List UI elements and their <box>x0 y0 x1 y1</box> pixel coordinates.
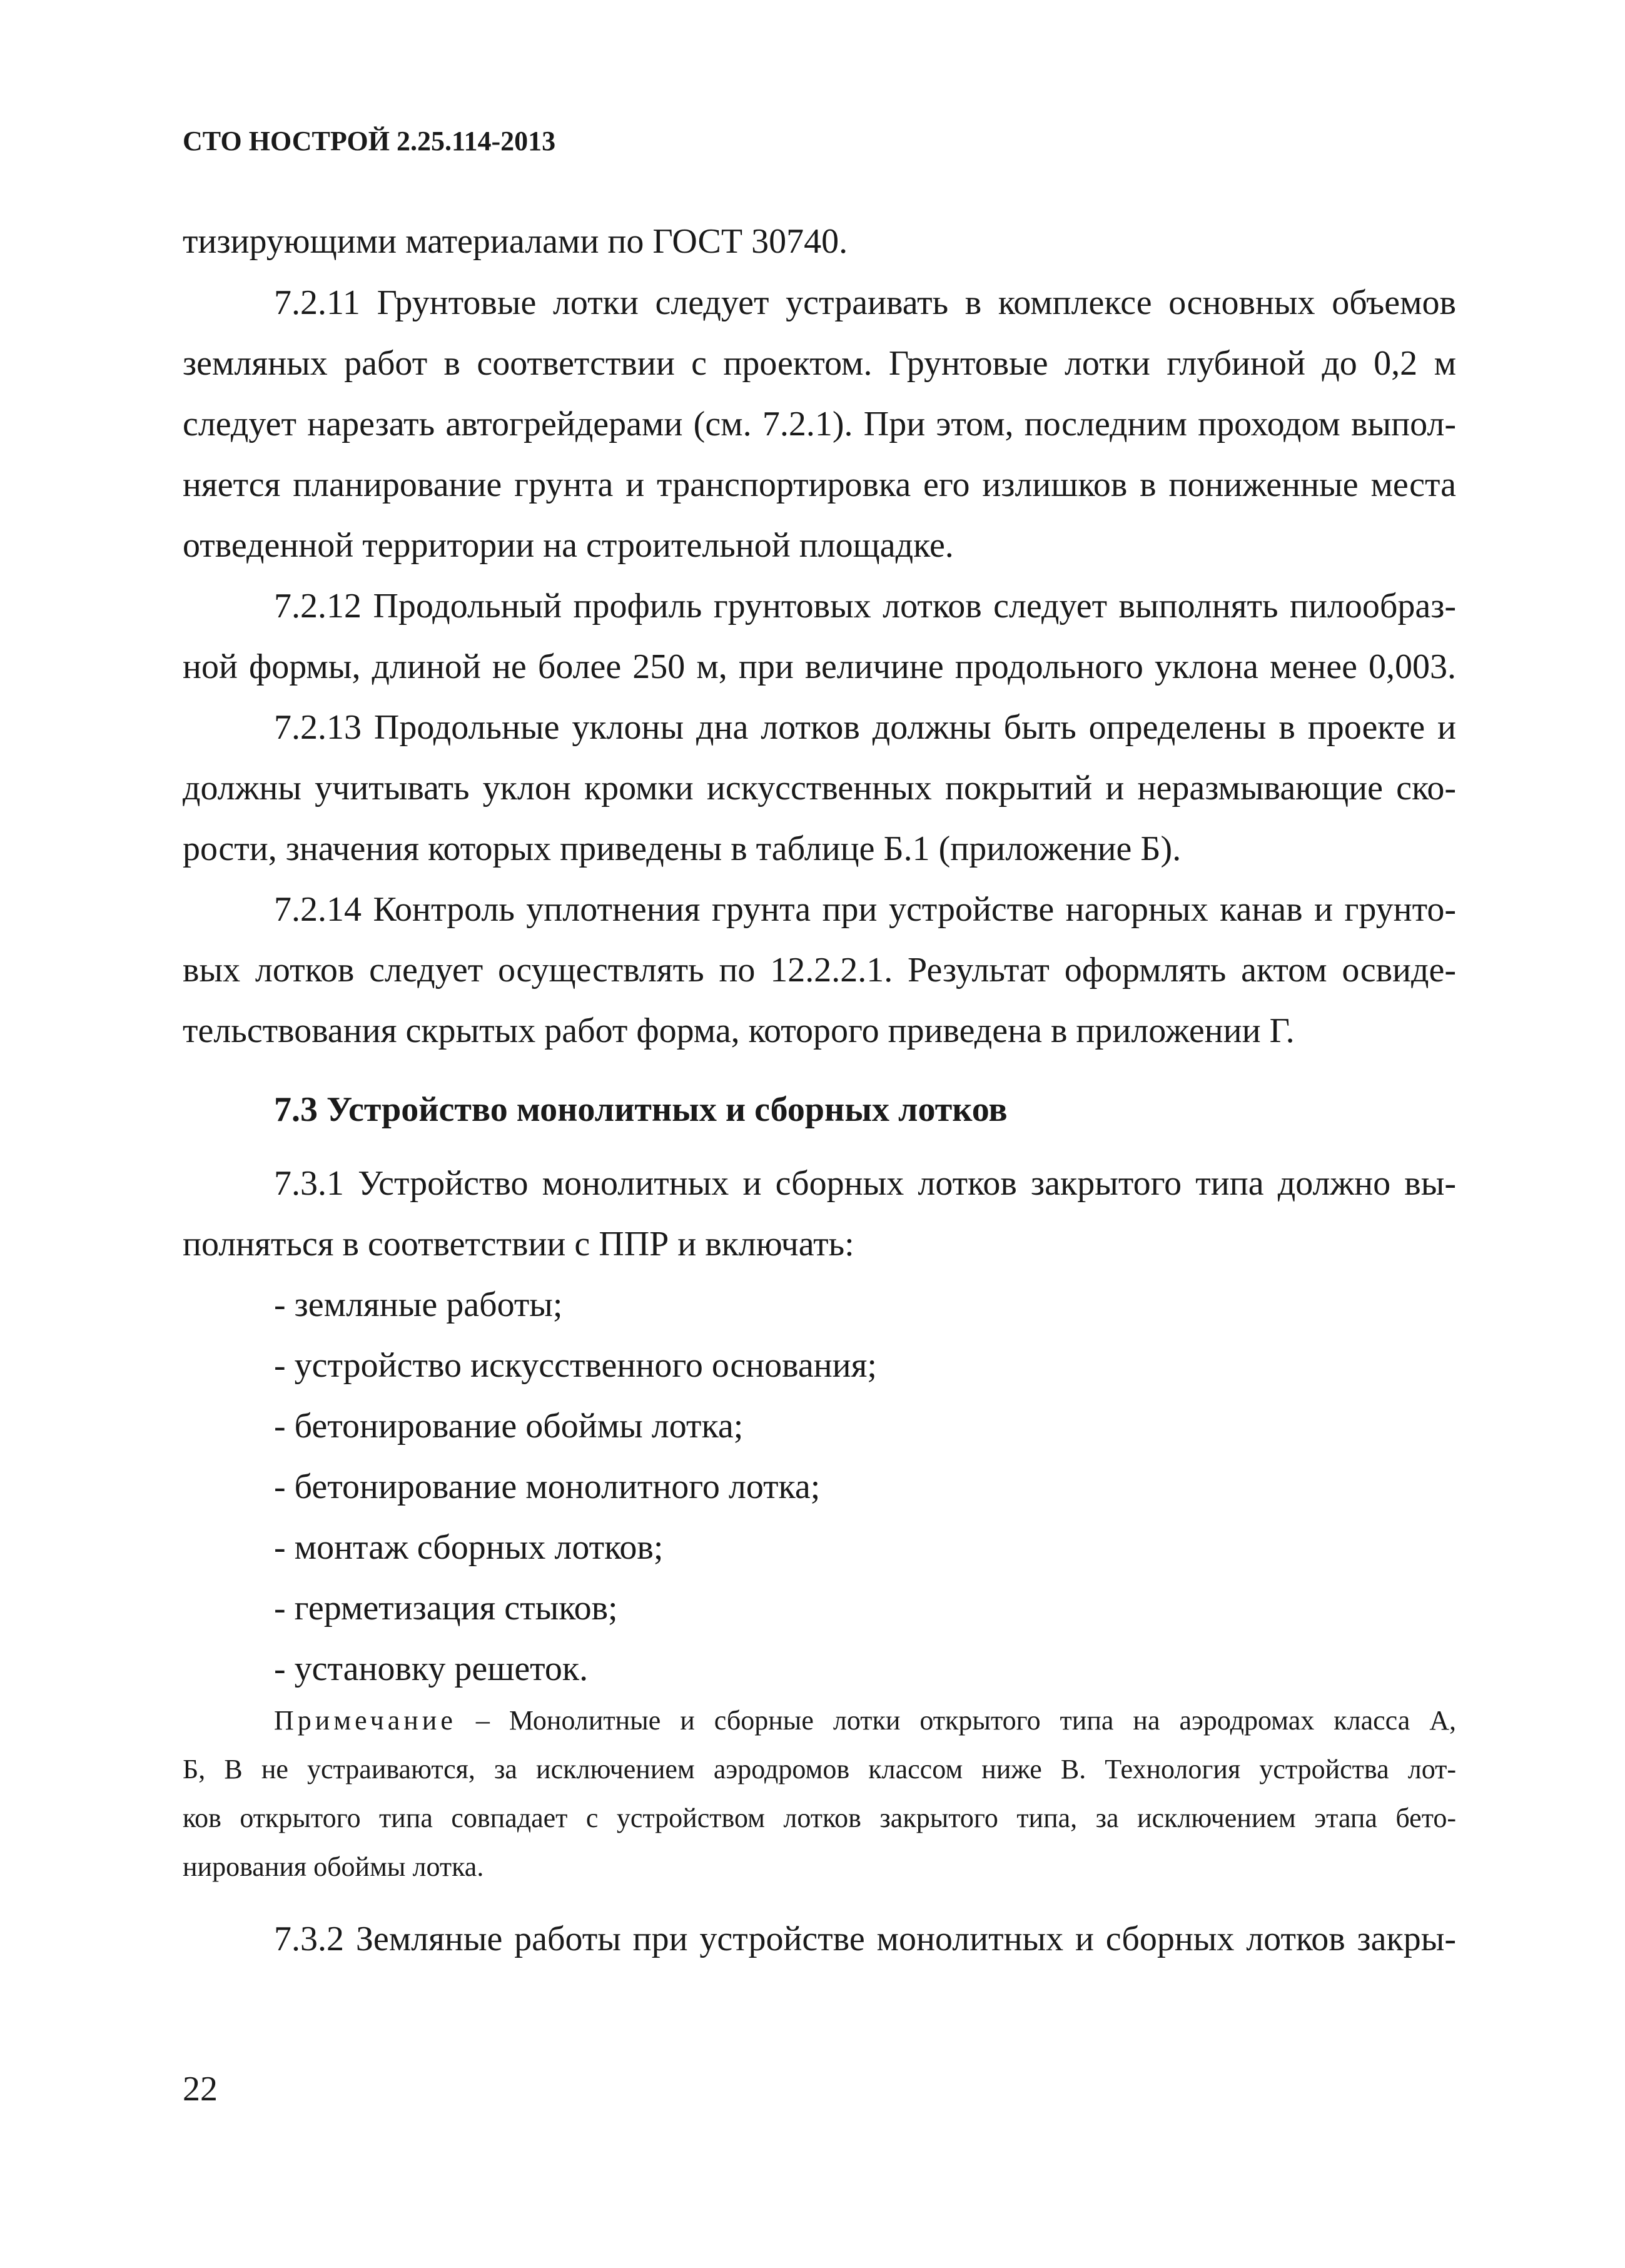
text-line: тизирующими материалами по ГОСТ 30740. <box>183 222 848 261</box>
list-item: - бетонирование монолитного лотка; <box>274 1467 821 1506</box>
text-line: 7.2.12 Продольный профиль грунтовых лотков следует выполнять пилообраз- <box>274 587 1456 625</box>
text-line: 7.2.11 Грунтовые лотки следует устраивать в комплексе основных объемов <box>274 283 1456 322</box>
note-label: Примечание <box>274 1705 457 1736</box>
note-first-line <box>183 1696 1456 1745</box>
text-line: следует нарезать автогрейдерами (см. 7.2.1). При этом, последним проходом выпол- <box>183 405 1456 443</box>
page-number: 22 <box>183 2070 218 2109</box>
note-line: нирования обоймы лотка. <box>183 1851 484 1882</box>
text-line: 7.3.2 Земляные работы при устройстве монолитных и сборных лотков закры- <box>274 1920 1456 1958</box>
paragraph-7-2-12 <box>183 576 1456 697</box>
text-line: ной формы, длиной не более 250 м, при величине продольного уклона менее 0,003. <box>183 647 1456 686</box>
section-heading-7-3: 7.3 Устройство монолитных и сборных лотков <box>274 1090 1008 1129</box>
paragraph-7-2-13 <box>183 697 1456 879</box>
text-line: 7.2.14 Контроль уплотнения грунта при устройстве нагорных канав и грунто- <box>274 890 1456 929</box>
document-header-code: СТО НОСТРОЙ 2.25.114-2013 <box>183 126 556 156</box>
list-item: - бетонирование обоймы лотка; <box>274 1407 744 1445</box>
list-item: - герметизация стыков; <box>274 1589 618 1628</box>
text-line: должны учитывать уклон кромки искусственных покрытий и неразмывающие ско- <box>183 769 1456 807</box>
text-line: 7.3.1 Устройство монолитных и сборных лотков закрытого типа должно вы- <box>274 1164 1456 1203</box>
text-line: отведенной территории на строительной площадке. <box>183 526 954 565</box>
note-block <box>183 1696 1456 1891</box>
text-line: рости, значения которых приведены в таблице Б.1 (приложение Б). <box>183 829 1182 868</box>
continuation-paragraph <box>183 211 1456 272</box>
text-line: земляных работ в соответствии с проектом. Грунтовые лотки глубиной до 0,2 м <box>183 344 1456 383</box>
text-line: тельствования скрытых работ форма, которого приведена в приложении Г. <box>183 1011 1295 1050</box>
list-item: - монтаж сборных лотков; <box>274 1528 664 1567</box>
paragraph-7-3-2 <box>183 1909 1456 1970</box>
text-line: полняться в соответствии с ППР и включать: <box>183 1225 854 1263</box>
note-line: Б, В не устраиваются, за исключением аэродромов классом ниже В. Технология устройства лот- <box>183 1754 1456 1785</box>
text-line: няется планирование грунта и транспортировка его излишков в пониженные места <box>183 465 1456 504</box>
text-line: 7.2.13 Продольные уклоны дна лотков должны быть определены в проекте и <box>274 708 1456 747</box>
list-item: - установку решеток. <box>274 1649 589 1688</box>
paragraph-7-2-14 <box>183 879 1456 1061</box>
list-item: - устройство искусственного основания; <box>274 1346 877 1385</box>
paragraph-7-2-11 <box>183 273 1456 576</box>
list-item: - земляные работы; <box>274 1285 563 1324</box>
note-text: – Монолитные и сборные лотки открытого типа на аэродромах класса А, <box>456 1705 1456 1736</box>
note-line: ков открытого типа совпадает с устройством лотков закрытого типа, за исключением этапа бето- <box>183 1803 1456 1833</box>
paragraph-7-3-1 <box>183 1153 1456 1699</box>
text-line: вых лотков следует осуществлять по 12.2.2.1. Результат оформлять актом освиде- <box>183 951 1456 990</box>
